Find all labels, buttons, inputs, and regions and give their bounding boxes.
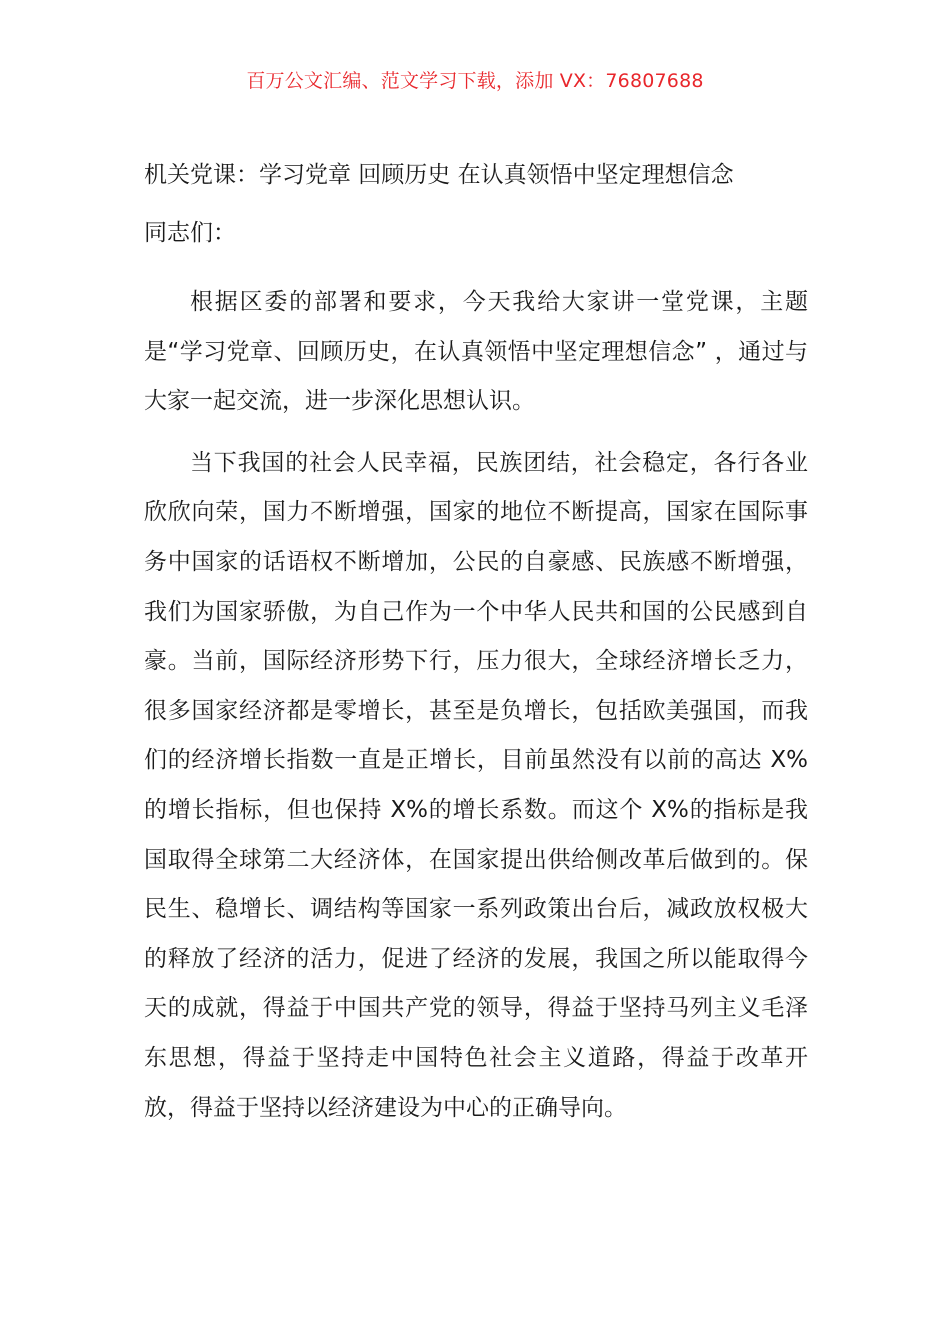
paragraph-intro: 根据区委的部署和要求，今天我给大家讲一堂党课，主题是“学习党章、回顾历史，在认真领悟中坚定理想信念” ，通过与大家一起交流，进一步深化思想认识。 [144, 289, 808, 415]
salutation: 同志们： [144, 220, 236, 246]
paragraph-body: 当下我国的社会人民幸福，民族团结，社会稳定，各行各业欣欣向荣，国力不断增强，国家的地位不断提高，国家在国际事务中国家的话语权不断增加，公民的自豪感、民族感不断增强，我们为国家骄傲，为自己作为一个中华人民共和国的公民感到自豪。当前，国际经济形势下行，压力很大，全球经济增长乏力，很多国家经济都是零增长，甚至是负增长，包括欧美强国，而我们的经济增长指数一直是正增长，目前虽然没有以前的高达 X%的增长指标，但也保持 X%的增长系数。而这个 X%的指标是我国取得全球第二大经济体，在国家提出供给侧改革后做到的。保民生、稳增长、调结构等国家一系列政策出台后，减政放权极大的释放了经济的活力，促进了经济的发展，我国之所以能取得今天的成就，得益于中国共产党的领导，得益于坚持马列主义毛泽东思想，得益于坚持走中国特色社会主义道路，得益于改革开放，得益于坚持以经济建设为中心的正确导向。 [144, 449, 808, 1121]
document-body [144, 155, 808, 1133]
header-watermark: 百万公文汇编、范文学习下载，添加 VX：76807688 [246, 70, 704, 92]
document-title: 机关党课：学习党章 回顾历史 在认真领悟中坚定理想信念 [144, 162, 734, 188]
